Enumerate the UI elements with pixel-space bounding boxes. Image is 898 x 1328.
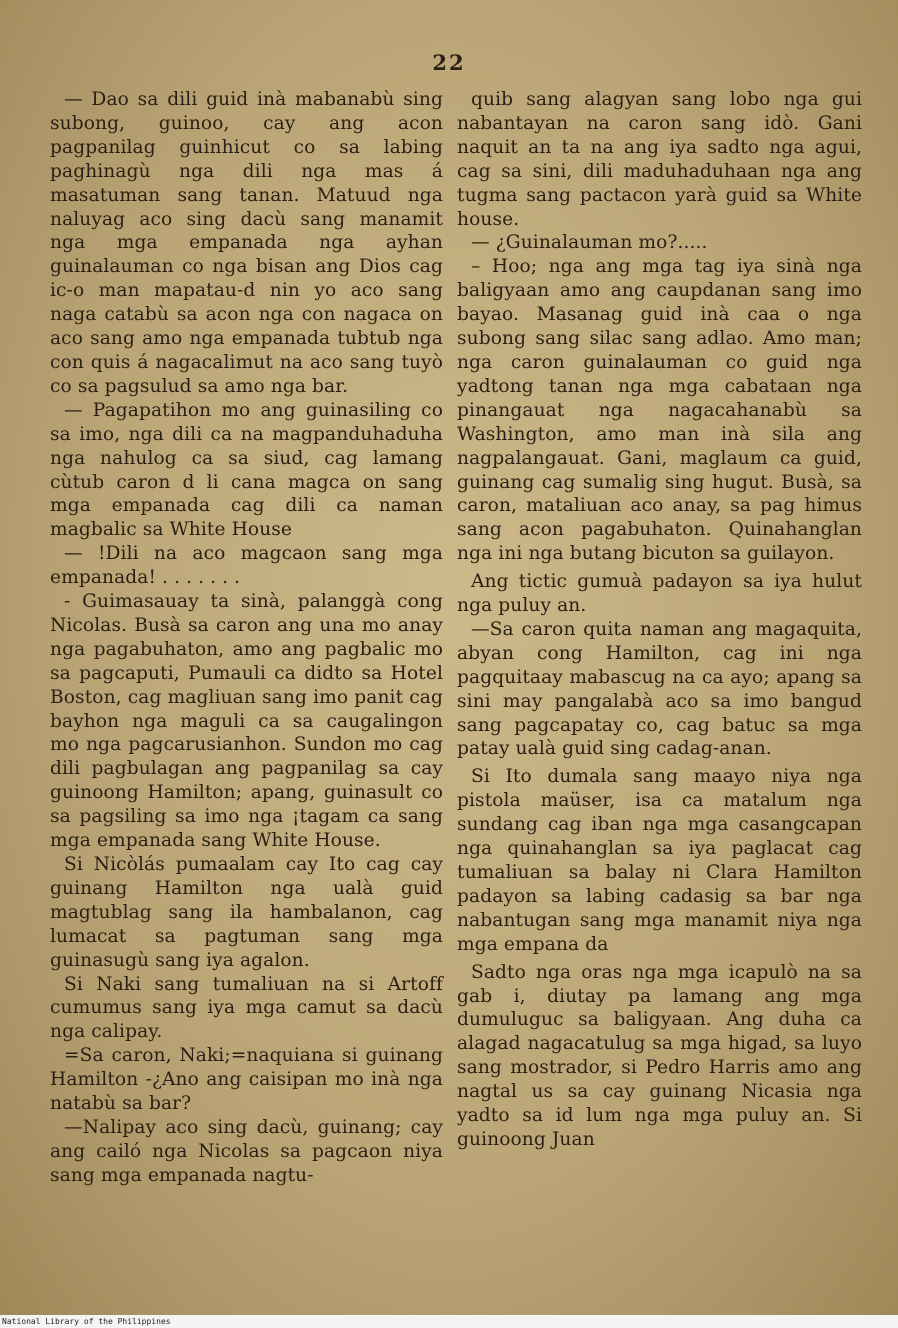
paragraph: Si Nicòlás pumaalam cay Ito cag cay guinang Hamilton nga ualà guid magtublag sang ila hambalanon, cag lumacat sa pagtuman sang mga guinasugù sang iya agalon. — [50, 854, 443, 971]
paragraph: Si Naki sang tumaliuan na si Artoff cumumus sang iya mga camut sa dacù nga calipay. — [50, 973, 443, 1043]
paragraph: — Pagapatihon mo ang guinasiling co sa imo, nga dili ca na magpanduhaduha nga nahulog ca sa siud, cag lamang cùtub caron d li cana magca on sang mga empanada cag dili ca naman magbalic sa White House — [50, 399, 443, 541]
paragraph: —Nalipay aco sing dacù, guinang; cay ang cailó nga Nicolas sa pagcaon niya sang mga empanada nagtu- — [50, 1116, 443, 1186]
paragraph: =Sa caron, Naki;=naquiana si guinang Hamilton -¿Ano ang caisipan mo inà nga natabù sa bar? — [50, 1045, 443, 1115]
right-column — [457, 88, 862, 1152]
paragraph: Ang tictic gumuà padayon sa iya hulut nga puluy an. — [457, 571, 862, 617]
paragraph: quib sang alagyan sang lobo nga gui nabantayan na caron sang idò. Gani naquit an ta na ang iya sadto nga agui, cag sa sini, dili maduhaduhaan nga ang tugma sang pactacon yarà guid sa White house. — [457, 89, 862, 230]
paragraph: — !Dili na aco magcaon sang mga empanada! . . . . . . . — [50, 543, 443, 589]
paragraph: – Hoo; nga ang mga tag iya sinà nga baligyaan amo ang caupdanan sang imo bayao. Masanag guid inà caa o nga subong sang silac sang adlao. Amo man; nga caron guinalauman co guid nga yadtong tanan nga mga cabataan nga pinangauat nga nagacahanabù sa Washington, amo man inà sila ang nagpalangauat. Gani, maglaum ca guid, guinang cag sumalig sing hugut. Busà, sa caron, mataliuan aco anay, sa pag himus sang acon pagabuhaton. Quinahanglan nga ini nga butang bicuton sa guilayon. — [457, 256, 862, 565]
paragraph: Si Ito dumala sang maayo niya nga pistola maüser, isa ca matalum nga sundang cag iban nga mga casangcapan nga quinahanglan sa iya paglacat cag tumaliuan sa balay ni Clara Hamilton padayon sa labing cadasig sa bar nga nabantugan sang mga manamit niya nga mga empana da — [457, 766, 862, 955]
paragraph: Sadto nga oras nga mga icapulò na sa gab i, diutay pa lamang ang mga dumuluguc sa baligyaan. Ang duha ca alagad nagacatulug sa mga higad, sa luyo sang mostrador, si Pedro Harris amo ang nagtal us sa cay guinang Nicasia nga yadto sa id lum nga mga puluy an. Si guinoong Juan — [457, 961, 862, 1150]
paragraph: — ¿Guinalauman mo?..... — [471, 232, 708, 254]
paragraph: — Dao sa dili guid inà mabanabù sing subong, guinoo, cay ang acon pagpanilag guinhicut co sa labing paghinagù nga dili nga mas á masatuman sang tanan. Matuud nga naluyag aco sing dacù sang manamit nga mga empanada nga ayhan guinalauman co nga bisan ang Dios cag ic-o man mapatau-d nin yo aco sang naga catabù sa acon nga con nagaca on aco sang amo nga empanada tubtub nga con quis á nagacalimut na aco sang tuyò co sa pagsulud sa amo nga bar. — [50, 89, 443, 397]
paragraph: —Sa caron quita naman ang magaquita, abyan cong Hamilton, cag ini nga pagquitaay mabascug na ca ayo; apang sa sini may pangalabà aco sa imo bangud sang pagcapatay co, cag batuc sa mga patay ualà guid sing cadag-anan. — [457, 618, 862, 760]
left-column — [50, 88, 443, 1188]
library-footer: National Library of the Philippines — [0, 1315, 898, 1328]
paragraph: - Guimasauay ta sinà, palanggà cong Nicolas. Busà sa caron ang una mo anay nga pagabuhaton, amo ang pagbalic mo sa pagcaputi, Pumauli ca didto sa Hotel Boston, cag magliuan sang imo panit cag bayhon nga maguli ca sa caugalingon mo nga pagcarusianhon. Sundon mo cag dili pagbulagan ang pagpanilag sa cay guinoong Hamilton; apang, guinasult co sa pagsiling sa imo nga ¡tagam ca sang mga empanada sang White House. — [50, 591, 443, 852]
page-number: 22 — [432, 50, 466, 75]
